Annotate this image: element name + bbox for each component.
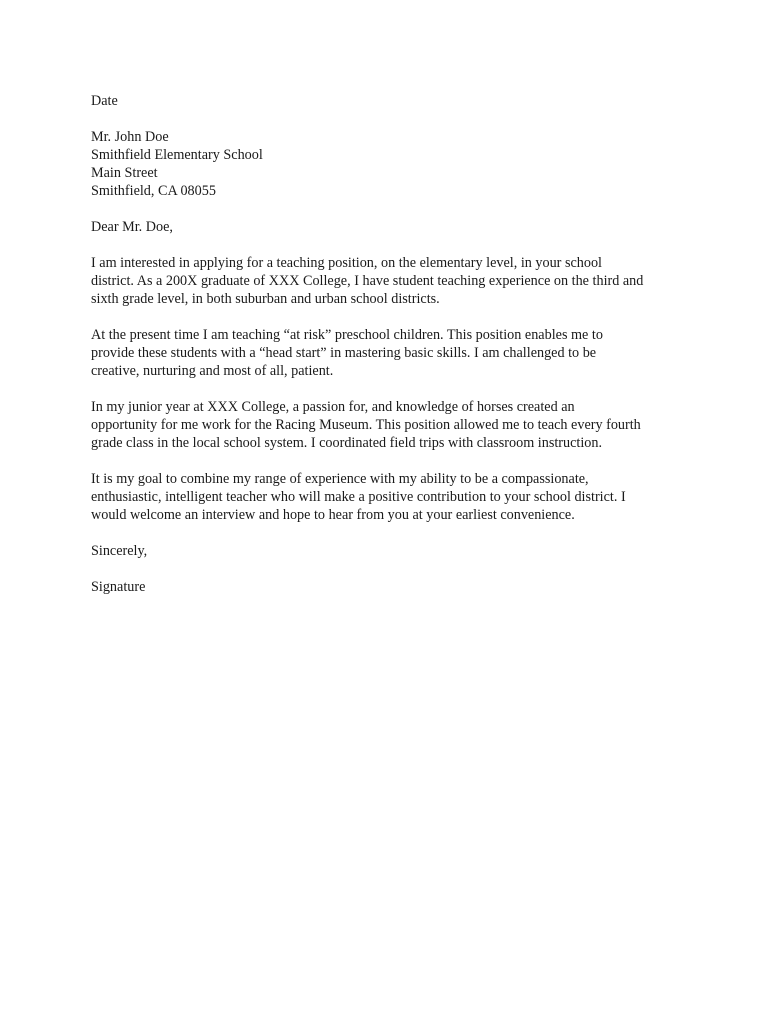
recipient-organization: Smithfield Elementary School: [91, 147, 263, 163]
signature: [91, 578, 708, 596]
paragraph-line: sixth grade level, in both suburban and urban school districts.: [91, 291, 440, 307]
paragraph-line: district. As a 200X graduate of XXX College, I have student teaching experience on the third and: [91, 273, 644, 289]
paragraph-line: At the present time I am teaching “at risk” preschool children. This position enables me to: [91, 327, 603, 343]
body-paragraph-4: [91, 470, 708, 524]
body-paragraph-1: [91, 254, 708, 308]
salutation: [91, 218, 708, 236]
recipient-address: [91, 128, 708, 200]
signature-text: Signature: [91, 579, 146, 595]
paragraph-line: provide these students with a “head start” in mastering basic skills. I am challenged to be: [91, 345, 597, 361]
paragraph-line: opportunity for me work for the Racing Museum. This position allowed me to teach every fourth: [91, 417, 641, 433]
body-paragraph-2: [91, 326, 708, 380]
recipient-city-line: Smithfield, CA 08055: [91, 183, 216, 199]
paragraph-line: would welcome an interview and hope to hear from you at your earliest convenience.: [91, 507, 575, 523]
body-paragraph-3: [91, 398, 708, 452]
closing: [91, 542, 708, 560]
paragraph-line: enthusiastic, intelligent teacher who will make a positive contribution to your school district. I: [91, 489, 626, 505]
salutation-text: Dear Mr. Doe,: [91, 219, 173, 235]
paragraph-line: In my junior year at XXX College, a passion for, and knowledge of horses created an: [91, 399, 575, 415]
closing-text: Sincerely,: [91, 543, 148, 559]
recipient-name: Mr. John Doe: [91, 129, 169, 145]
paragraph-line: I am interested in applying for a teaching position, on the elementary level, in your school: [91, 255, 602, 271]
paragraph-line: grade class in the local school system. I coordinated field trips with classroom instruction.: [91, 435, 603, 451]
paragraph-line: creative, nurturing and most of all, patient.: [91, 363, 334, 379]
date-text: Date: [91, 93, 118, 109]
letter-date: [91, 92, 708, 110]
paragraph-line: It is my goal to combine my range of experience with my ability to be a compassionate,: [91, 471, 589, 487]
recipient-street: Main Street: [91, 165, 158, 181]
